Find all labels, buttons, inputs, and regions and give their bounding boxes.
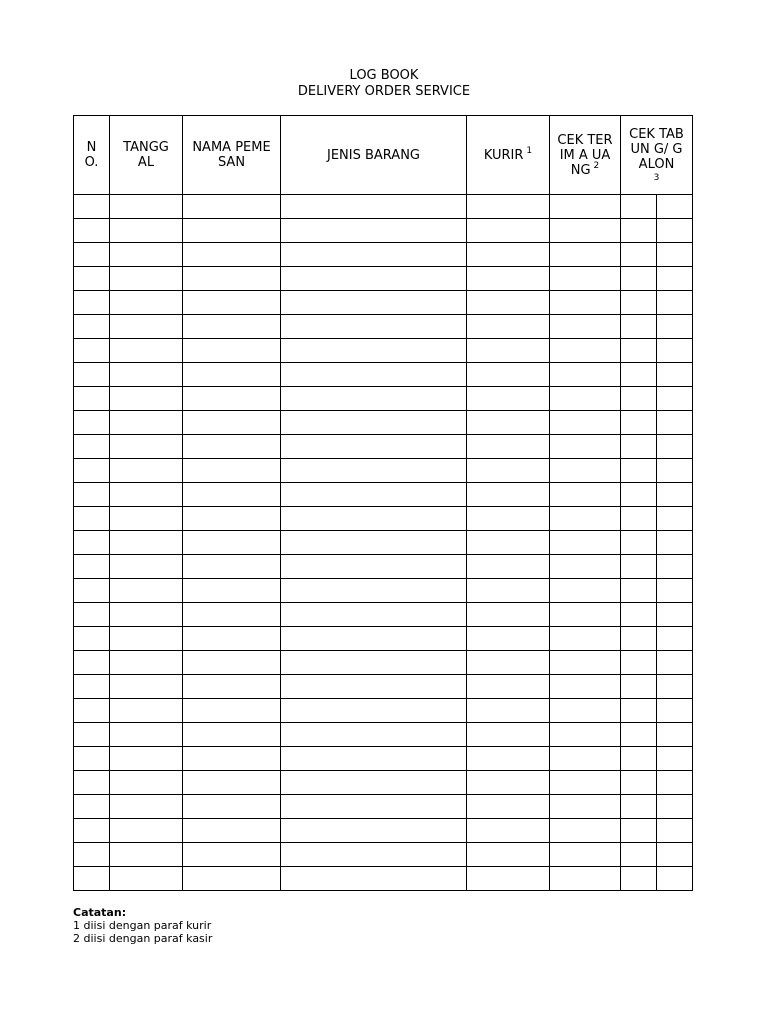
table-row xyxy=(74,771,693,795)
table-cell[interactable] xyxy=(74,459,110,483)
table-cell[interactable] xyxy=(550,315,621,339)
table-cell[interactable] xyxy=(74,267,110,291)
table-cell[interactable] xyxy=(183,771,281,795)
table-row xyxy=(74,699,693,723)
table-cell[interactable] xyxy=(183,387,281,411)
table-cell[interactable] xyxy=(550,555,621,579)
table-cell[interactable] xyxy=(621,579,657,603)
table-cell[interactable] xyxy=(281,339,467,363)
table-cell[interactable] xyxy=(467,339,550,363)
table-cell[interactable] xyxy=(621,867,657,891)
col-header-cek-tabung-galon xyxy=(621,116,693,195)
col-header-cek-terima-uang-sup: 2 xyxy=(593,161,600,172)
table-cell[interactable] xyxy=(74,243,110,267)
table-cell[interactable] xyxy=(550,411,621,435)
table-cell[interactable] xyxy=(110,315,183,339)
table-cell[interactable] xyxy=(281,747,467,771)
table-cell[interactable] xyxy=(281,195,467,219)
table-cell[interactable] xyxy=(550,387,621,411)
table-cell[interactable] xyxy=(281,315,467,339)
table-cell[interactable] xyxy=(621,603,657,627)
table-cell[interactable] xyxy=(281,843,467,867)
table-cell[interactable] xyxy=(183,243,281,267)
table-cell[interactable] xyxy=(110,699,183,723)
table-cell[interactable] xyxy=(550,867,621,891)
table-cell[interactable] xyxy=(550,747,621,771)
table-cell[interactable] xyxy=(110,291,183,315)
table-cell[interactable] xyxy=(281,603,467,627)
table-cell[interactable] xyxy=(467,795,550,819)
table-cell[interactable] xyxy=(110,747,183,771)
table-cell[interactable] xyxy=(110,459,183,483)
table-cell[interactable] xyxy=(110,795,183,819)
table-cell[interactable] xyxy=(621,507,657,531)
table-cell[interactable] xyxy=(74,627,110,651)
col-header-jenis-barang xyxy=(281,116,467,195)
table-cell[interactable] xyxy=(281,387,467,411)
table-cell[interactable] xyxy=(74,843,110,867)
table-cell[interactable] xyxy=(621,675,657,699)
table-cell[interactable] xyxy=(621,219,657,243)
col-header-no-label: N O. xyxy=(84,140,99,170)
table-cell[interactable] xyxy=(621,411,657,435)
table-cell[interactable] xyxy=(74,195,110,219)
table-row xyxy=(74,747,693,771)
table-cell[interactable] xyxy=(621,843,657,867)
table-cell[interactable] xyxy=(467,411,550,435)
table-cell[interactable] xyxy=(657,699,693,723)
col-header-kurir-sup: 1 xyxy=(526,146,533,157)
table-cell[interactable] xyxy=(281,507,467,531)
notes-section xyxy=(73,906,212,945)
table-cell[interactable] xyxy=(657,243,693,267)
table-cell[interactable] xyxy=(74,483,110,507)
table-cell[interactable] xyxy=(621,819,657,843)
table-cell[interactable] xyxy=(281,363,467,387)
table-row xyxy=(74,339,693,363)
table-row xyxy=(74,843,693,867)
table-row xyxy=(74,219,693,243)
table-cell[interactable] xyxy=(467,699,550,723)
table-cell[interactable] xyxy=(74,699,110,723)
col-header-cek-terima-uang xyxy=(550,116,621,195)
table-cell[interactable] xyxy=(74,411,110,435)
table-cell[interactable] xyxy=(467,483,550,507)
table-cell[interactable] xyxy=(657,771,693,795)
note-line: 2 diisi dengan paraf kasir xyxy=(73,932,213,945)
table-row xyxy=(74,867,693,891)
table-cell[interactable] xyxy=(281,531,467,555)
table-row xyxy=(74,411,693,435)
table-cell[interactable] xyxy=(550,675,621,699)
table-cell[interactable] xyxy=(657,819,693,843)
table-cell[interactable] xyxy=(110,843,183,867)
table-cell[interactable] xyxy=(621,267,657,291)
col-header-no xyxy=(74,116,110,195)
table-cell[interactable] xyxy=(281,411,467,435)
table-cell[interactable] xyxy=(183,603,281,627)
table-cell[interactable] xyxy=(550,363,621,387)
table-cell[interactable] xyxy=(110,267,183,291)
table-cell[interactable] xyxy=(183,339,281,363)
table-cell[interactable] xyxy=(621,363,657,387)
table-cell[interactable] xyxy=(281,459,467,483)
table-cell[interactable] xyxy=(183,723,281,747)
table-cell[interactable] xyxy=(621,339,657,363)
table-row xyxy=(74,195,693,219)
table-cell[interactable] xyxy=(621,795,657,819)
table-cell[interactable] xyxy=(657,411,693,435)
table-cell[interactable] xyxy=(467,435,550,459)
table-cell[interactable] xyxy=(657,651,693,675)
table-cell[interactable] xyxy=(657,387,693,411)
table-cell[interactable] xyxy=(621,291,657,315)
table-cell[interactable] xyxy=(281,699,467,723)
table-cell[interactable] xyxy=(657,363,693,387)
table-cell[interactable] xyxy=(550,651,621,675)
table-header-row xyxy=(74,116,693,195)
table-cell[interactable] xyxy=(657,435,693,459)
notes-title: Catatan: xyxy=(73,906,127,919)
table-cell[interactable] xyxy=(183,435,281,459)
table-cell[interactable] xyxy=(183,843,281,867)
table-row xyxy=(74,819,693,843)
table-row xyxy=(74,459,693,483)
table-cell[interactable] xyxy=(550,531,621,555)
table-cell[interactable] xyxy=(74,555,110,579)
table-cell[interactable] xyxy=(74,387,110,411)
table-cell[interactable] xyxy=(281,483,467,507)
table-cell[interactable] xyxy=(281,579,467,603)
note-line: 1 diisi dengan paraf kurir xyxy=(73,919,212,932)
table-cell[interactable] xyxy=(550,723,621,747)
table-cell[interactable] xyxy=(467,315,550,339)
table-row xyxy=(74,243,693,267)
table-cell[interactable] xyxy=(657,675,693,699)
table-cell[interactable] xyxy=(281,723,467,747)
table-cell[interactable] xyxy=(467,291,550,315)
table-cell[interactable] xyxy=(183,531,281,555)
table-cell[interactable] xyxy=(183,411,281,435)
table-cell[interactable] xyxy=(657,483,693,507)
col-header-cek-terima-uang-label: CEK TERIM A UANG xyxy=(557,132,613,178)
table-cell[interactable] xyxy=(550,339,621,363)
table-cell[interactable] xyxy=(281,291,467,315)
table-cell[interactable] xyxy=(467,723,550,747)
table-cell[interactable] xyxy=(467,579,550,603)
document-title: LOG BOOK xyxy=(349,68,419,83)
table-cell[interactable] xyxy=(467,747,550,771)
table-cell[interactable] xyxy=(550,459,621,483)
table-cell[interactable] xyxy=(657,339,693,363)
table-row xyxy=(74,531,693,555)
table-cell[interactable] xyxy=(110,339,183,363)
table-cell[interactable] xyxy=(467,363,550,387)
table-cell[interactable] xyxy=(110,435,183,459)
table-cell[interactable] xyxy=(621,555,657,579)
table-row xyxy=(74,483,693,507)
table-cell[interactable] xyxy=(183,651,281,675)
table-row xyxy=(74,651,693,675)
col-header-cek-tabung-galon-label: CEK TABUN G/ GALON xyxy=(629,126,684,172)
table-cell[interactable] xyxy=(657,195,693,219)
table-cell[interactable] xyxy=(281,555,467,579)
col-header-cek-tabung-galon-sup: 3 xyxy=(653,172,660,183)
table-cell[interactable] xyxy=(183,699,281,723)
col-header-nama-pemesan xyxy=(183,116,281,195)
table-cell[interactable] xyxy=(657,627,693,651)
table-cell[interactable] xyxy=(550,771,621,795)
table-row xyxy=(74,675,693,699)
table-row xyxy=(74,315,693,339)
table-cell[interactable] xyxy=(550,267,621,291)
table-cell[interactable] xyxy=(621,747,657,771)
table-cell[interactable] xyxy=(183,867,281,891)
table-cell[interactable] xyxy=(281,819,467,843)
table-cell[interactable] xyxy=(467,555,550,579)
table-cell[interactable] xyxy=(657,843,693,867)
document-subtitle: DELIVERY ORDER SERVICE xyxy=(297,84,471,99)
table-cell[interactable] xyxy=(183,579,281,603)
table-cell[interactable] xyxy=(550,195,621,219)
table-cell[interactable] xyxy=(550,243,621,267)
table-cell[interactable] xyxy=(74,315,110,339)
table-cell[interactable] xyxy=(467,867,550,891)
table-cell[interactable] xyxy=(281,627,467,651)
table-cell[interactable] xyxy=(110,723,183,747)
col-header-tanggal-label: TANGG AL xyxy=(123,140,169,170)
table-cell[interactable] xyxy=(110,771,183,795)
table-cell[interactable] xyxy=(281,675,467,699)
table-cell[interactable] xyxy=(621,723,657,747)
table-cell[interactable] xyxy=(550,507,621,531)
col-header-nama-pemesan-label: NAMA PEMESAN xyxy=(192,140,271,170)
table-cell[interactable] xyxy=(657,291,693,315)
table-cell[interactable] xyxy=(467,243,550,267)
table-cell[interactable] xyxy=(550,603,621,627)
table-cell[interactable] xyxy=(467,459,550,483)
table-cell[interactable] xyxy=(467,627,550,651)
table-cell[interactable] xyxy=(183,291,281,315)
table-cell[interactable] xyxy=(110,507,183,531)
table-row xyxy=(74,579,693,603)
table-cell[interactable] xyxy=(621,531,657,555)
table-row xyxy=(74,603,693,627)
col-header-jenis-barang-label: JENIS BARANG xyxy=(327,147,420,163)
table-cell[interactable] xyxy=(621,627,657,651)
table-cell[interactable] xyxy=(550,435,621,459)
table-cell[interactable] xyxy=(467,507,550,531)
table-row xyxy=(74,723,693,747)
col-header-kurir-label: KURIR xyxy=(483,147,524,163)
table-cell[interactable] xyxy=(281,795,467,819)
table-cell[interactable] xyxy=(621,243,657,267)
table-cell[interactable] xyxy=(74,795,110,819)
table-cell[interactable] xyxy=(183,195,281,219)
table-cell[interactable] xyxy=(183,219,281,243)
table-cell[interactable] xyxy=(467,267,550,291)
table-cell[interactable] xyxy=(281,267,467,291)
table-cell[interactable] xyxy=(467,651,550,675)
col-header-kurir xyxy=(467,116,550,195)
table-cell[interactable] xyxy=(74,675,110,699)
table-cell[interactable] xyxy=(74,867,110,891)
document-title-block xyxy=(0,68,768,100)
table-cell[interactable] xyxy=(183,627,281,651)
table-cell[interactable] xyxy=(281,771,467,795)
table-cell[interactable] xyxy=(74,651,110,675)
table-cell[interactable] xyxy=(621,315,657,339)
table-cell[interactable] xyxy=(657,315,693,339)
table-cell[interactable] xyxy=(74,579,110,603)
table-cell[interactable] xyxy=(110,675,183,699)
table-cell[interactable] xyxy=(657,267,693,291)
table-cell[interactable] xyxy=(550,627,621,651)
table-cell[interactable] xyxy=(657,459,693,483)
col-header-tanggal xyxy=(110,116,183,195)
table-cell[interactable] xyxy=(110,867,183,891)
table-cell[interactable] xyxy=(550,291,621,315)
table-cell[interactable] xyxy=(110,363,183,387)
table-cell[interactable] xyxy=(110,651,183,675)
table-body xyxy=(74,195,693,891)
table-cell[interactable] xyxy=(550,843,621,867)
log-table xyxy=(73,115,693,891)
table-cell[interactable] xyxy=(281,435,467,459)
table-cell[interactable] xyxy=(183,507,281,531)
table-cell[interactable] xyxy=(657,723,693,747)
table-cell[interactable] xyxy=(183,483,281,507)
table-cell[interactable] xyxy=(110,819,183,843)
table-row xyxy=(74,267,693,291)
table-cell[interactable] xyxy=(183,363,281,387)
table-cell[interactable] xyxy=(74,507,110,531)
table-cell[interactable] xyxy=(183,555,281,579)
table-cell[interactable] xyxy=(183,819,281,843)
table-cell[interactable] xyxy=(74,723,110,747)
table-row xyxy=(74,555,693,579)
table-cell[interactable] xyxy=(467,219,550,243)
table-cell[interactable] xyxy=(621,387,657,411)
table-cell[interactable] xyxy=(621,483,657,507)
table-row xyxy=(74,435,693,459)
table-cell[interactable] xyxy=(183,747,281,771)
table-cell[interactable] xyxy=(467,771,550,795)
table-cell[interactable] xyxy=(657,867,693,891)
table-cell[interactable] xyxy=(110,627,183,651)
table-cell[interactable] xyxy=(657,747,693,771)
table-cell[interactable] xyxy=(110,531,183,555)
table-cell[interactable] xyxy=(550,483,621,507)
table-cell[interactable] xyxy=(467,531,550,555)
table-cell[interactable] xyxy=(621,459,657,483)
table-cell[interactable] xyxy=(74,747,110,771)
table-cell[interactable] xyxy=(183,459,281,483)
table-cell[interactable] xyxy=(467,603,550,627)
table-row xyxy=(74,363,693,387)
table-cell[interactable] xyxy=(657,531,693,555)
table-cell[interactable] xyxy=(657,579,693,603)
table-cell[interactable] xyxy=(74,531,110,555)
table-cell[interactable] xyxy=(74,771,110,795)
table-cell[interactable] xyxy=(110,579,183,603)
table-cell[interactable] xyxy=(657,795,693,819)
table-cell[interactable] xyxy=(74,339,110,363)
col-header-cek-terima-uang-wrap xyxy=(556,133,614,178)
table-cell[interactable] xyxy=(467,195,550,219)
table-row xyxy=(74,795,693,819)
table-cell[interactable] xyxy=(550,795,621,819)
table-cell[interactable] xyxy=(183,315,281,339)
table-cell[interactable] xyxy=(281,651,467,675)
table-cell[interactable] xyxy=(657,507,693,531)
table-row xyxy=(74,627,693,651)
table-cell[interactable] xyxy=(74,603,110,627)
table-cell[interactable] xyxy=(74,363,110,387)
table-cell[interactable] xyxy=(110,219,183,243)
table-cell[interactable] xyxy=(74,291,110,315)
table-cell[interactable] xyxy=(110,195,183,219)
table-cell[interactable] xyxy=(550,579,621,603)
table-cell[interactable] xyxy=(467,675,550,699)
table-cell[interactable] xyxy=(621,651,657,675)
table-cell[interactable] xyxy=(110,243,183,267)
table-cell[interactable] xyxy=(74,219,110,243)
table-cell[interactable] xyxy=(183,267,281,291)
table-cell[interactable] xyxy=(281,219,467,243)
table-cell[interactable] xyxy=(110,411,183,435)
table-cell[interactable] xyxy=(74,819,110,843)
table-cell[interactable] xyxy=(657,219,693,243)
table-cell[interactable] xyxy=(183,795,281,819)
table-cell[interactable] xyxy=(621,771,657,795)
table-cell[interactable] xyxy=(550,219,621,243)
table-cell[interactable] xyxy=(467,819,550,843)
table-cell[interactable] xyxy=(74,435,110,459)
table-cell[interactable] xyxy=(550,819,621,843)
table-cell[interactable] xyxy=(657,555,693,579)
table-cell[interactable] xyxy=(110,555,183,579)
col-header-cek-tabung-galon-wrap xyxy=(628,127,686,183)
table-cell[interactable] xyxy=(657,603,693,627)
table-cell[interactable] xyxy=(281,867,467,891)
col-header-kurir-wrap xyxy=(484,148,532,163)
table-row xyxy=(74,387,693,411)
table-cell[interactable] xyxy=(550,699,621,723)
table-row xyxy=(74,291,693,315)
table-row xyxy=(74,507,693,531)
table-cell[interactable] xyxy=(183,675,281,699)
table-cell[interactable] xyxy=(621,435,657,459)
table-cell[interactable] xyxy=(621,195,657,219)
table-cell[interactable] xyxy=(467,843,550,867)
table-cell[interactable] xyxy=(110,387,183,411)
table-cell[interactable] xyxy=(621,699,657,723)
table-cell[interactable] xyxy=(467,387,550,411)
table-cell[interactable] xyxy=(281,243,467,267)
table-cell[interactable] xyxy=(110,603,183,627)
table-cell[interactable] xyxy=(110,483,183,507)
